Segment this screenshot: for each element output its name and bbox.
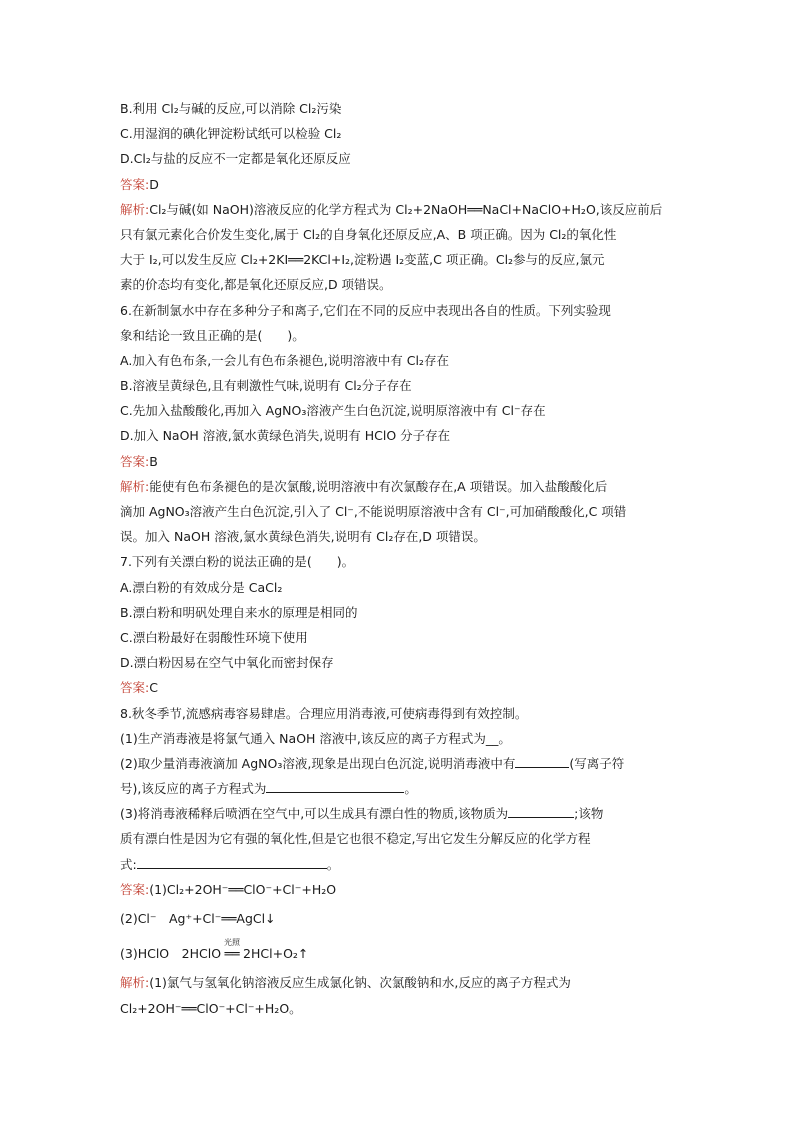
line-text: C.用湿润的碘化钾淀粉试纸可以检验 Cl₂: [120, 126, 342, 142]
analysis-label: 解析:: [120, 201, 150, 217]
analysis-label: 解析:: [120, 478, 150, 494]
analysis8-l2: Cl₂+2OH⁻══ClO⁻+Cl⁻+H₂O。: [120, 1000, 302, 1016]
answer-label: 答案:: [120, 680, 150, 696]
text-line: [120, 172, 680, 197]
document-page: [120, 96, 680, 1021]
line-text: (1)生产消毒液是将氯气通入 NaOH 溶液中,该反应的离子方程式为__。: [120, 730, 511, 746]
answer8-a3-post: 2HCl+O₂↑: [243, 946, 309, 962]
text-line: [120, 499, 680, 524]
text-line: [120, 726, 680, 751]
q8-p3b: ;该物: [574, 806, 604, 822]
answer8-a1: (1)Cl₂+2OH⁻══ClO⁻+Cl⁻+H₂O: [149, 881, 337, 897]
answer-blank: [508, 804, 574, 818]
q8-p2a: (2)取少量消毒液滴加 AgNO₃溶液,现象是出现白色沉淀,说明消毒液中有: [120, 755, 516, 771]
q8-part3-line3: [120, 852, 680, 877]
line-text: 8.秋冬季节,流感病毒容易肆虐。合理应用消毒液,可使病毒得到有效控制。: [120, 705, 528, 721]
line-text: 象和结论一致且正确的是( )。: [120, 327, 305, 343]
line-text: A.加入有色布条,一会儿有色布条褪色,说明溶液中有 Cl₂存在: [120, 352, 449, 368]
reaction-arrow: [221, 938, 243, 966]
q8-part2-line2: [120, 776, 680, 801]
answer8-a2: (2)Cl⁻ Ag⁺+Cl⁻══AgCl↓: [120, 911, 276, 926]
q8-part3-line1: [120, 801, 680, 826]
line-text: 滴加 AgNO₃溶液产生白色沉淀,引入了 Cl⁻,不能说明原溶液中含有 Cl⁻,可加硝酸酸化,C 项错: [120, 504, 627, 519]
text-line: [120, 423, 680, 448]
q8-p3e: 。: [326, 856, 340, 872]
text-lines: [120, 96, 680, 751]
answer8-a3-pre: (3)HClO 2HClO: [120, 946, 222, 962]
line-text: C.先加入盐酸酸化,再加入 AgNO₃溶液产生白色沉淀,说明原溶液中有 Cl⁻存在: [120, 403, 546, 419]
line-text: 大于 I₂,可以发生反应 Cl₂+2KI══2KCl+I₂,淀粉遇 I₂变蓝,C 项正确。Cl₂参与的反应,氯元: [120, 252, 605, 268]
line-text: Cl₂与碱(如 NaOH)溶液反应的化学方程式为 Cl₂+2NaOH══NaCl+NaClO+H₂O,该反应前后: [149, 201, 663, 217]
line-text: 误。加入 NaOH 溶液,氯水黄绿色消失,说明有 Cl₂存在,D 项错误。: [120, 529, 486, 545]
line-text: 能使有色布条褪色的是次氯酸,说明溶液中有次氯酸存在,A 项错误。加入盐酸酸化后: [149, 478, 608, 494]
text-line: [120, 348, 680, 373]
q8-p3a: (3)将消毒液稀释后喷洒在空气中,可以生成具有漂白性的物质,该物质为: [120, 806, 509, 822]
text-line: [120, 625, 680, 650]
line-text: B.利用 Cl₂与碱的反应,可以消除 Cl₂污染: [120, 101, 342, 116]
line-text: D.漂白粉因易在空气中氧化而密封保存: [120, 655, 334, 671]
q8-p2c: 号),该反应的离子方程式为: [120, 781, 267, 797]
analysis8-line2: [120, 996, 680, 1021]
text-line: [120, 524, 680, 549]
line-text: D: [149, 176, 159, 192]
text-line: [120, 121, 680, 146]
line-text: A.漂白粉的有效成分是 CaCl₂: [120, 579, 283, 595]
answer-blank: [137, 855, 327, 869]
text-line: [120, 146, 680, 171]
line-text: 素的价态均有变化,都是氧化还原反应,D 项错误。: [120, 277, 392, 293]
line-text: 只有氯元素化合价发生变化,属于 Cl₂的自身氧化还原反应,A、B 项正确。因为 Cl₂的氧化性: [120, 226, 617, 242]
answer8-line1: [120, 877, 680, 902]
text-line: [120, 600, 680, 625]
text-line: [120, 323, 680, 348]
text-line: [120, 575, 680, 600]
analysis-label: 解析:: [120, 975, 150, 991]
answer-blank: [266, 779, 404, 793]
reaction-condition: 光照: [224, 938, 241, 948]
analysis8-l1: (1)氯气与氢氧化钠溶液反应生成氯化钠、次氯酸钠和水,反应的离子方程式为: [149, 975, 571, 991]
text-line: [120, 373, 680, 398]
text-line: [120, 675, 680, 700]
q8-p3c: 质有漂白性是因为它有强的氧化性,但是它也很不稳定,写出它发生分解反应的化学方程: [120, 831, 591, 847]
reaction-equals: ══: [224, 946, 240, 962]
q8-p3d: 式:: [120, 856, 137, 872]
answer-label: 答案:: [120, 453, 150, 469]
text-line: [120, 398, 680, 423]
line-text: B.漂白粉和明矾处理自来水的原理是相同的: [120, 604, 358, 620]
answer-label: 答案:: [120, 881, 150, 897]
line-text: C.漂白粉最好在弱酸性环境下使用: [120, 629, 308, 645]
text-line: [120, 474, 680, 499]
answer-label: 答案:: [120, 176, 150, 192]
line-text: B.溶液呈黄绿色,且有刺激性气味,说明有 Cl₂分子存在: [120, 378, 412, 394]
text-line: [120, 272, 680, 297]
answer8-line2: [120, 906, 680, 931]
text-line: [120, 197, 680, 222]
text-line: [120, 701, 680, 726]
text-line: [120, 247, 680, 272]
text-line: [120, 549, 680, 574]
text-line: [120, 650, 680, 675]
line-text: D.Cl₂与盐的反应不一定都是氧化还原反应: [120, 151, 351, 167]
text-line: [120, 96, 680, 121]
line-text: D.加入 NaOH 溶液,氯水黄绿色消失,说明有 HClO 分子存在: [120, 428, 451, 444]
q8-p2d: 。: [404, 781, 417, 797]
q8-part2-line1: [120, 751, 680, 776]
analysis8-line1: [120, 970, 680, 995]
text-line: [120, 222, 680, 247]
answer8-line3: [120, 938, 680, 966]
answer-blank: [515, 754, 569, 768]
line-text: B: [149, 453, 158, 469]
q8-part3-line2: [120, 826, 680, 851]
text-line: [120, 449, 680, 474]
q8-p2b: (写离子符: [569, 755, 625, 771]
line-text: C: [149, 680, 158, 696]
line-text: 6.在新制氯水中存在多种分子和离子,它们在不同的反应中表现出各自的性质。下列实验现: [120, 302, 611, 318]
text-line: [120, 298, 680, 323]
line-text: 7.下列有关漂白粉的说法正确的是( )。: [120, 554, 355, 570]
